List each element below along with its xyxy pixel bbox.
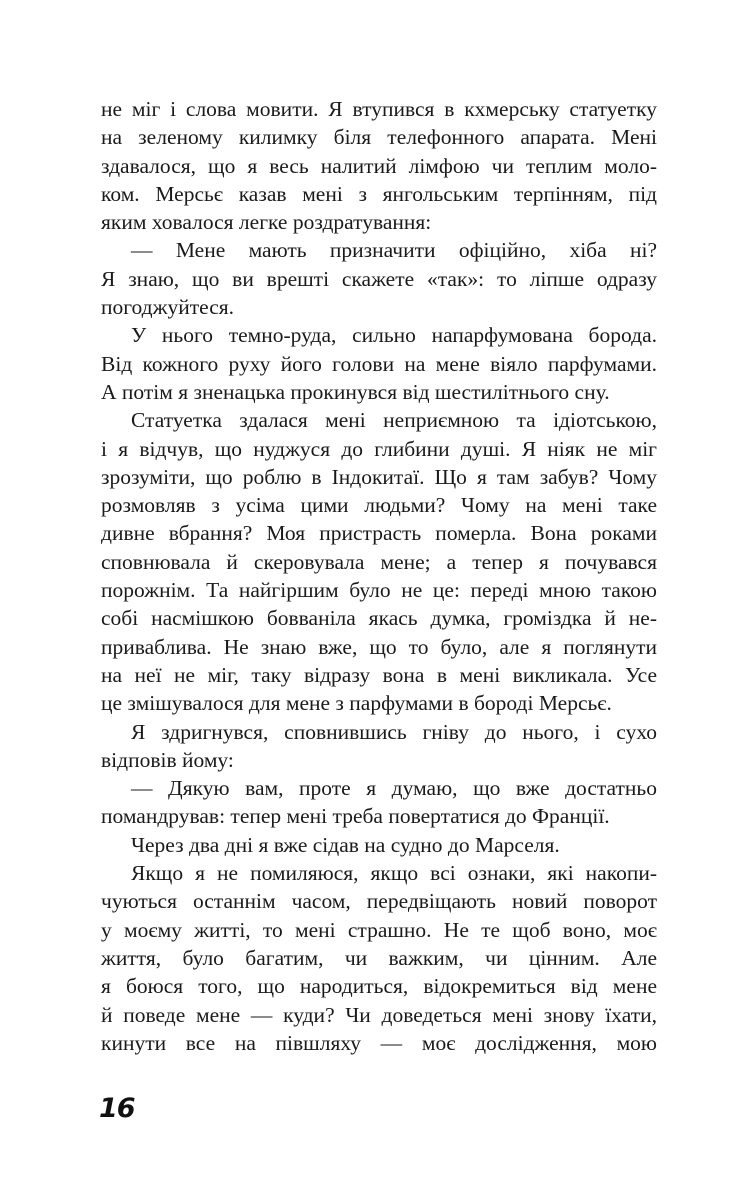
text-line: У нього темно-руда, сильно напарфумована борода. [131,323,657,348]
text-line: помандрував: тепер мені треба повертатися до Франції. [101,804,610,829]
text-line: не міг і слова мовити. Я втупився в кхмерську статуетку [101,97,657,121]
text-line: собі насмішкою бовваніла якась думка, громіздка й не- [101,606,657,631]
text-line: Якщо я не помиляюся, якщо всі ознаки, які накопи- [131,861,657,886]
text-line: ком. Мерсьє казав мені з янгольським терпінням, під [101,181,657,206]
text-line: на неї не міг, таку відразу вона в мені викликала. Усе [101,662,657,687]
page-body [101,95,657,1057]
text-line: Я здригнувся, сповнившись гніву до нього, і сухо [131,719,657,744]
text-line: порожнім. Та найгіршим було не це: переді мною такою [101,578,657,603]
text-line: розмовляв з усіма цими людьми? Чому на мені таке [101,493,657,518]
text-line: приваблива. Не знаю вже, що то було, але я поглянути [101,634,657,659]
text-line: здавалося, що я весь налитий лімфою чи теплим моло- [101,153,657,178]
text-line: Через два дні я вже сідав на судно до Марселя. [131,832,560,857]
text-line: відповів йому: [101,747,234,772]
text-line: погоджуйтеся. [101,295,234,320]
text-line: на зеленому килимку біля телефонного апарата. Мені [101,125,657,150]
text-line: я боюся того, що народиться, відокремиться від мене [101,974,657,999]
text-line: і я відчув, що нуджуся до глибини душі. Я ніяк не міг [101,436,657,461]
page-number: 16 [99,1093,135,1124]
text-line: яким ховалося легке роздратування: [101,210,432,235]
text-line: життя, було багатим, чи важким, чи цінним. Але [101,945,657,970]
text-line: зрозуміти, що роблю в Індокитаї. Що я там забув? Чому [101,464,657,489]
text-line: Статуетка здалася мені неприємною та ідіотською, [131,408,657,433]
text-line: дивне вбрання? Моя пристрасть померла. Вона роками [101,521,657,546]
text-line: у моєму житті, то мені страшно. Не те щоб воно, моє [101,917,657,942]
text-line: — Дякую вам, проте я думаю, що вже достатньо [131,776,657,801]
text-lines [101,95,657,1057]
text-line: — Мене мають призначити офіційно, хіба ні? [131,238,657,263]
text-line: А потім я зненацька прокинувся від шестилітнього сну. [101,379,610,404]
text-line: сповнювала й скеровувала мене; а тепер я почувався [101,549,657,574]
text-line: Я знаю, що ви врешті скажете «так»: то ліпше одразу [101,266,657,291]
text-line: Від кожного руху його голови на мене віяло парфумами. [101,351,657,376]
text-line: чуються останнім часом, передвіщають новий поворот [101,889,657,914]
text-line: це змішувалося для мене з парфумами в бороді Мерсьє. [101,691,612,716]
text-line: й поведе мене — куди? Чи доведеться мені знову їхати, [101,1002,657,1027]
text-line: кинути все на півшляху — моє дослідження, мою [101,1030,657,1055]
